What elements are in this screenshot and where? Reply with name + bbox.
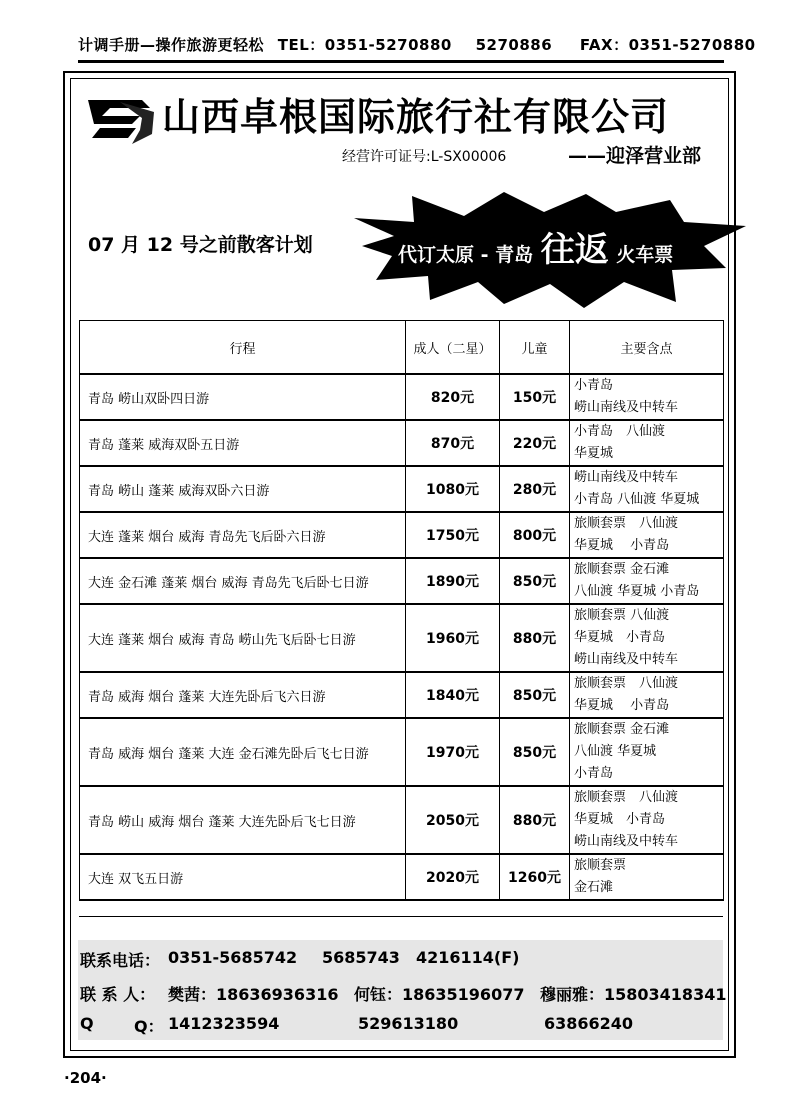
header-tel-label: TEL： (277, 36, 325, 54)
route-cell: 大连 金石滩 蓬莱 烟台 威海 青岛先飞后卧七日游 (80, 558, 406, 604)
spot-line: 小青岛 (574, 378, 614, 393)
child-price-cell: 850元 (500, 718, 570, 786)
phone-label: 联系电话： (80, 951, 161, 970)
spot-line: 八仙渡 华夏城 小青岛 (574, 584, 700, 599)
qq-label-b: Q： (134, 1017, 164, 1036)
spot-line: 金石滩 (574, 880, 614, 895)
table-row (80, 786, 724, 854)
spot-line: 小青岛 八仙渡 华夏城 (574, 492, 700, 507)
table-header-row (80, 321, 724, 375)
spot-line: 崂山南线及中转车 (574, 400, 679, 415)
spot-line: 华夏城 小青岛 (574, 630, 666, 645)
phone-number-2: 5685743 (322, 948, 400, 967)
child-price-cell: 280元 (500, 466, 570, 512)
adult-price-cell: 1890元 (406, 558, 500, 604)
column-header: 成人（二星） (406, 321, 500, 375)
spot-line: 旅顺套票 金石滩 (574, 722, 670, 737)
itinerary-table (79, 320, 724, 901)
person-label: 联 系 人： (80, 985, 156, 1004)
branch-name: ——迎泽营业部 (568, 145, 702, 167)
table-row (80, 854, 724, 900)
header-tel-1: 0351-5270880 (324, 36, 452, 54)
route-cell: 青岛 威海 烟台 蓬莱 大连先卧后飞六日游 (80, 672, 406, 718)
promo-suffix: 火车票 (616, 244, 674, 266)
adult-price-cell: 870元 (406, 420, 500, 466)
adult-price-cell: 820元 (406, 374, 500, 420)
adult-price-cell: 1840元 (406, 672, 500, 718)
spot-line: 崂山南线及中转车 (574, 834, 679, 849)
spots-cell (570, 512, 724, 558)
child-price-cell: 150元 (500, 374, 570, 420)
spot-line: 小青岛 (574, 766, 614, 781)
company-name: 山西卓根国际旅行社有限公司 (162, 94, 670, 139)
promo-banner (398, 222, 673, 271)
header-fax: 0351-5270880 (628, 36, 756, 54)
child-price-cell: 880元 (500, 786, 570, 854)
contact-person-2: 何钰：18635196077 (354, 985, 525, 1004)
adult-price-cell: 1960元 (406, 604, 500, 672)
page-header (78, 34, 756, 63)
company-logo (80, 90, 158, 152)
license-number: 经营许可证号:L-SX00006 (342, 149, 507, 165)
qq-label-a: Q (80, 1014, 94, 1033)
route-cell: 青岛 崂山 威海 烟台 蓬莱 大连先卧后飞七日游 (80, 786, 406, 854)
spots-cell (570, 718, 724, 786)
plan-title: 07 月 12 号之前散客计划 (88, 234, 313, 256)
divider (79, 916, 723, 917)
column-header: 儿童 (500, 321, 570, 375)
column-header: 主要含点 (570, 321, 724, 375)
route-cell: 青岛 崂山双卧四日游 (80, 374, 406, 420)
child-price-cell: 800元 (500, 512, 570, 558)
route-cell: 大连 蓬莱 烟台 威海 青岛先飞后卧六日游 (80, 512, 406, 558)
spot-line: 崂山南线及中转车 (574, 652, 679, 667)
page-number: ·204· (64, 1069, 107, 1087)
header-tel-2: 5270886 (475, 36, 553, 54)
spots-cell (570, 786, 724, 854)
spots-cell (570, 604, 724, 672)
spot-line: 旅顺套票 (574, 858, 627, 873)
spots-cell (570, 558, 724, 604)
table-row (80, 604, 724, 672)
spots-cell (570, 854, 724, 900)
spot-line: 华夏城 小青岛 (574, 812, 666, 827)
route-cell: 青岛 威海 烟台 蓬莱 大连 金石滩先卧后飞七日游 (80, 718, 406, 786)
spot-line: 八仙渡 华夏城 (574, 744, 657, 759)
header-slogan: 计调手册—操作旅游更轻松 (78, 36, 265, 54)
phone-number-1: 0351-5685742 (168, 948, 298, 967)
spot-line: 华夏城 小青岛 (574, 538, 670, 553)
spots-cell (570, 466, 724, 512)
table-row (80, 718, 724, 786)
spot-line: 华夏城 小青岛 (574, 698, 670, 713)
spots-cell (570, 420, 724, 466)
table-row (80, 420, 724, 466)
route-cell: 大连 双飞五日游 (80, 854, 406, 900)
spot-line: 华夏城 (574, 446, 614, 461)
promo-prefix: 代订太原 - 青岛 (398, 244, 534, 266)
spot-line: 旅顺套票 八仙渡 (574, 608, 670, 623)
table-row (80, 512, 724, 558)
spots-cell (570, 672, 724, 718)
spot-line: 旅顺套票 八仙渡 (574, 516, 679, 531)
adult-price-cell: 2050元 (406, 786, 500, 854)
contact-person-3: 穆丽雅：15803418341 (540, 985, 727, 1004)
route-cell: 青岛 崂山 蓬莱 威海双卧六日游 (80, 466, 406, 512)
route-cell: 青岛 蓬莱 威海双卧五日游 (80, 420, 406, 466)
spots-cell (570, 374, 724, 420)
adult-price-cell: 1750元 (406, 512, 500, 558)
table-row (80, 466, 724, 512)
spot-line: 小青岛 八仙渡 (574, 424, 666, 439)
column-header: 行程 (80, 321, 406, 375)
table-row (80, 672, 724, 718)
logo-icon (80, 90, 158, 152)
table-row (80, 374, 724, 420)
qq-number-2: 529613180 (358, 1014, 459, 1033)
phone-number-3: 4216114(F) (416, 948, 520, 967)
header-fax-label: FAX： (579, 36, 629, 54)
spot-line: 旅顺套票 金石滩 (574, 562, 670, 577)
spot-line: 崂山南线及中转车 (574, 470, 679, 485)
adult-price-cell: 1970元 (406, 718, 500, 786)
spot-line: 旅顺套票 八仙渡 (574, 790, 679, 805)
promo-highlight: 往返 (540, 230, 609, 270)
contact-panel (78, 940, 727, 1040)
child-price-cell: 1260元 (500, 854, 570, 900)
route-cell: 大连 蓬莱 烟台 威海 青岛 崂山先飞后卧七日游 (80, 604, 406, 672)
child-price-cell: 220元 (500, 420, 570, 466)
spot-line: 旅顺套票 八仙渡 (574, 676, 679, 691)
adult-price-cell: 2020元 (406, 854, 500, 900)
qq-number-1: 1412323594 (168, 1014, 280, 1033)
child-price-cell: 850元 (500, 672, 570, 718)
table-row (80, 558, 724, 604)
child-price-cell: 850元 (500, 558, 570, 604)
adult-price-cell: 1080元 (406, 466, 500, 512)
qq-number-3: 63866240 (544, 1014, 634, 1033)
contact-person-1: 樊茜：18636936316 (168, 985, 339, 1004)
child-price-cell: 880元 (500, 604, 570, 672)
